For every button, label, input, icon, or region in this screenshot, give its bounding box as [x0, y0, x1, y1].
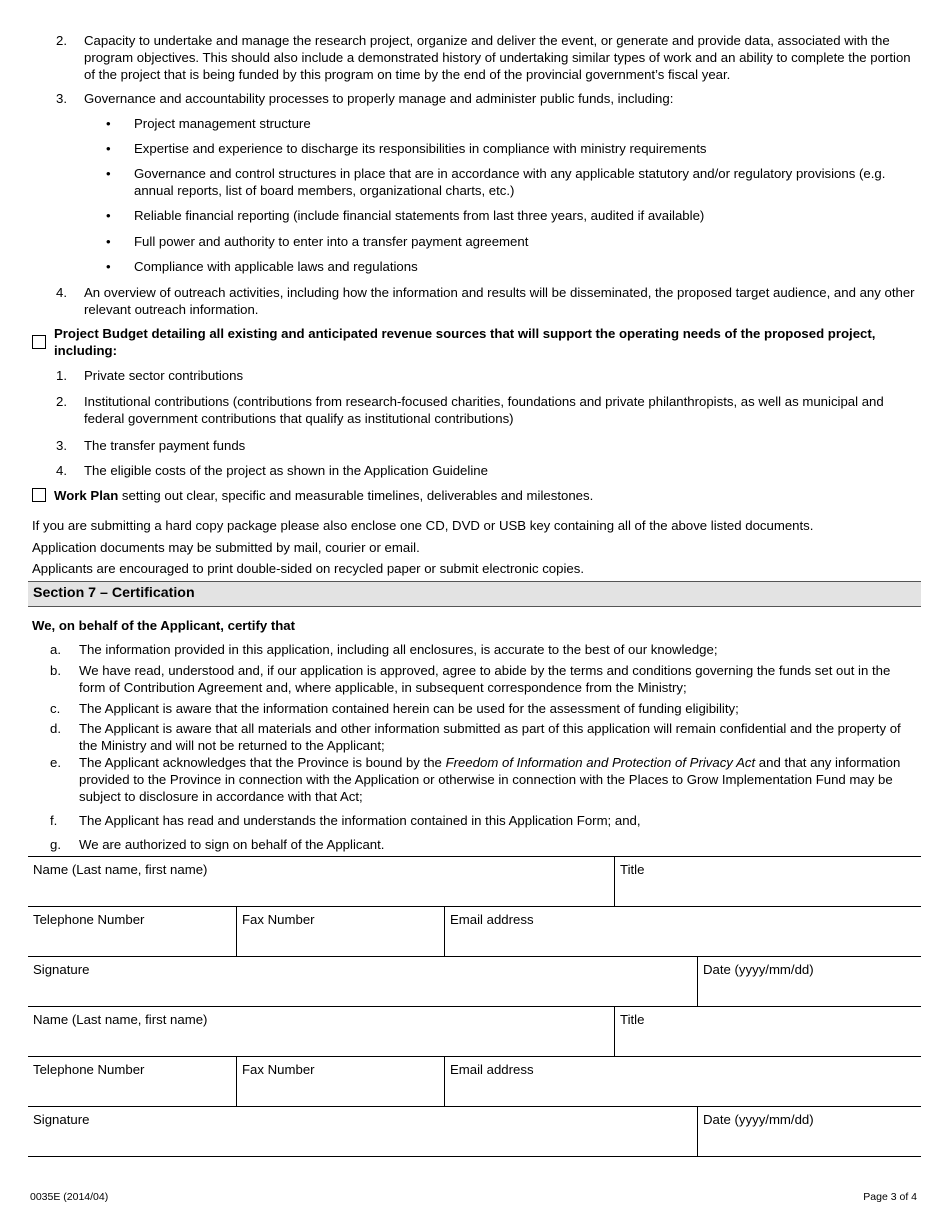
cert-text-part: The Applicant acknowledges that the Province is bound by the [79, 755, 446, 770]
form-row [28, 907, 921, 957]
work-plan-text [54, 487, 920, 504]
bullet-item: Project management structure [134, 116, 311, 131]
form-row [28, 957, 921, 1007]
date-field[interactable] [697, 957, 921, 1007]
field-label: Signature [33, 1112, 90, 1127]
project-budget-heading: Project Budget detailing all existing and anticipated revenue sources that will support the operating needs of the proposed project, including: [54, 326, 876, 358]
bullet-item: Full power and authority to enter into a transfer payment agreement [134, 234, 529, 249]
item-number: 4. [56, 463, 67, 478]
submission-note: Application documents may be submitted by mail, courier or email. [32, 540, 420, 555]
cert-item-text: We have read, understood and, if our application is approved, agree to abide by the terms and conditions governing the funds set out in the form of Contribution Agreement and, where applicable, in subsequent correspondence from the Ministry; [79, 663, 891, 695]
item-number: 2. [56, 33, 67, 48]
field-label: Title [620, 862, 645, 877]
fax-field[interactable] [236, 1057, 444, 1107]
budget-item-text: The transfer payment funds [84, 438, 246, 453]
item-number: 2. [56, 394, 67, 409]
signature-field[interactable] [28, 1107, 697, 1157]
cert-item-text: The Applicant is aware that the information contained herein can be used for the assessment of funding eligibility; [79, 701, 739, 716]
item-number: 1. [56, 368, 67, 383]
field-label: Title [620, 1012, 645, 1027]
cert-letter: e. [50, 755, 61, 770]
field-label: Telephone Number [33, 1062, 145, 1077]
section-title: Section 7 – Certification [33, 585, 195, 601]
work-plan-label: Work Plan [54, 488, 119, 503]
field-label: Date (yyyy/mm/dd) [703, 1112, 814, 1127]
title-field[interactable] [614, 1007, 921, 1057]
bullet-marker: • [106, 208, 111, 223]
telephone-field[interactable] [28, 907, 236, 957]
form-code: 0035E (2014/04) [30, 1191, 109, 1203]
capacity-item-text: Capacity to undertake and manage the research project, organize and deliver the event, or generate and provide data, associated with the program objectives. This should also include a demonstrated history of undertaking similar types of work and an ability to complete the portion of the project that is being funded by this program on time by the end of the provincial government’s fiscal year. [84, 33, 911, 82]
item-number: 3. [56, 91, 67, 106]
form-row [28, 1007, 921, 1057]
bullet-item: Governance and control structures in place that are in accordance with any applicable statutory and/or regulatory provisions (e.g. annual reports, list of board members, organizational charts, etc.) [134, 166, 886, 198]
email-field[interactable] [444, 1057, 921, 1107]
field-label: Fax Number [242, 912, 315, 927]
field-label: Date (yyyy/mm/dd) [703, 962, 814, 977]
cert-text-part: and that any information provided to the Province in connection with the Application or otherwise in connection with the Places to Grow Implementation Fund may be subject to disclosure in accordance with that Act; [79, 755, 901, 804]
governance-item-text: Governance and accountability processes to properly manage and administer public funds, including: [84, 91, 674, 106]
field-label: Fax Number [242, 1062, 315, 1077]
cert-letter: g. [50, 837, 61, 852]
signature-field[interactable] [28, 957, 697, 1007]
certification-intro: We, on behalf of the Applicant, certify that [32, 618, 296, 633]
name-field[interactable] [28, 857, 614, 907]
field-label: Email address [450, 912, 534, 927]
form-row [28, 1057, 921, 1107]
cert-item-text [79, 754, 920, 805]
email-field[interactable] [444, 907, 921, 957]
field-label: Name (Last name, first name) [33, 862, 208, 877]
cert-letter: b. [50, 663, 61, 678]
budget-item-text: Private sector contributions [84, 368, 244, 383]
work-plan-description: setting out clear, specific and measurable timelines, deliverables and milestones. [118, 488, 594, 503]
work-plan-checkbox[interactable] [32, 488, 46, 502]
bullet-item: Compliance with applicable laws and regulations [134, 259, 418, 274]
bullet-item: Reliable financial reporting (include financial statements from last three years, audited if available) [134, 208, 705, 223]
section-7-header [28, 581, 921, 607]
bullet-marker: • [106, 166, 111, 181]
item-number: 3. [56, 438, 67, 453]
cert-item-text: The information provided in this application, including all enclosures, is accurate to the best of our knowledge; [79, 642, 718, 657]
bullet-marker: • [106, 141, 111, 156]
field-label: Telephone Number [33, 912, 145, 927]
cert-letter: c. [50, 701, 61, 716]
project-budget-checkbox[interactable] [32, 335, 46, 349]
telephone-field[interactable] [28, 1057, 236, 1107]
bullet-marker: • [106, 259, 111, 274]
field-label: Email address [450, 1062, 534, 1077]
form-row [28, 857, 921, 907]
budget-item-text: The eligible costs of the project as shown in the Application Guideline [84, 463, 488, 478]
page-number: Page 3 of 4 [863, 1191, 917, 1203]
date-field[interactable] [697, 1107, 921, 1157]
fax-field[interactable] [236, 907, 444, 957]
budget-item-text: Institutional contributions (contributions from research-focused charities, foundations and private philanthropists, as well as municipal and federal government contributions that qualify as institutional contributions) [84, 394, 884, 426]
cert-item-text: The Applicant is aware that all materials and other information submitted as part of this application will remain confidential and the property of the Ministry and will not be returned to the Applicant; [79, 721, 901, 753]
hard-copy-note: If you are submitting a hard copy package please also enclose one CD, DVD or USB key containing all of the above listed documents. [32, 518, 814, 533]
bullet-marker: • [106, 234, 111, 249]
signature-form [28, 856, 921, 1159]
form-row [28, 1107, 921, 1157]
act-name: Freedom of Information and Protection of Privacy Act [445, 755, 756, 770]
bullet-item: Expertise and experience to discharge its responsibilities in compliance with ministry requirements [134, 141, 707, 156]
item-number: 4. [56, 285, 67, 300]
recycle-note: Applicants are encouraged to print double-sided on recycled paper or submit electronic copies. [32, 561, 584, 576]
bullet-marker: • [106, 116, 111, 131]
cert-item-text: The Applicant has read and understands the information contained in this Application Form; and, [79, 813, 641, 828]
cert-item-text: We are authorized to sign on behalf of the Applicant. [79, 837, 385, 852]
outreach-item-text: An overview of outreach activities, including how the information and results will be disseminated, the proposed target audience, and any other relevant outreach information. [84, 285, 915, 317]
cert-letter: d. [50, 721, 61, 736]
cert-letter: f. [50, 813, 58, 828]
cert-letter: a. [50, 642, 61, 657]
field-label: Name (Last name, first name) [33, 1012, 208, 1027]
name-field[interactable] [28, 1007, 614, 1057]
title-field[interactable] [614, 857, 921, 907]
field-label: Signature [33, 962, 90, 977]
